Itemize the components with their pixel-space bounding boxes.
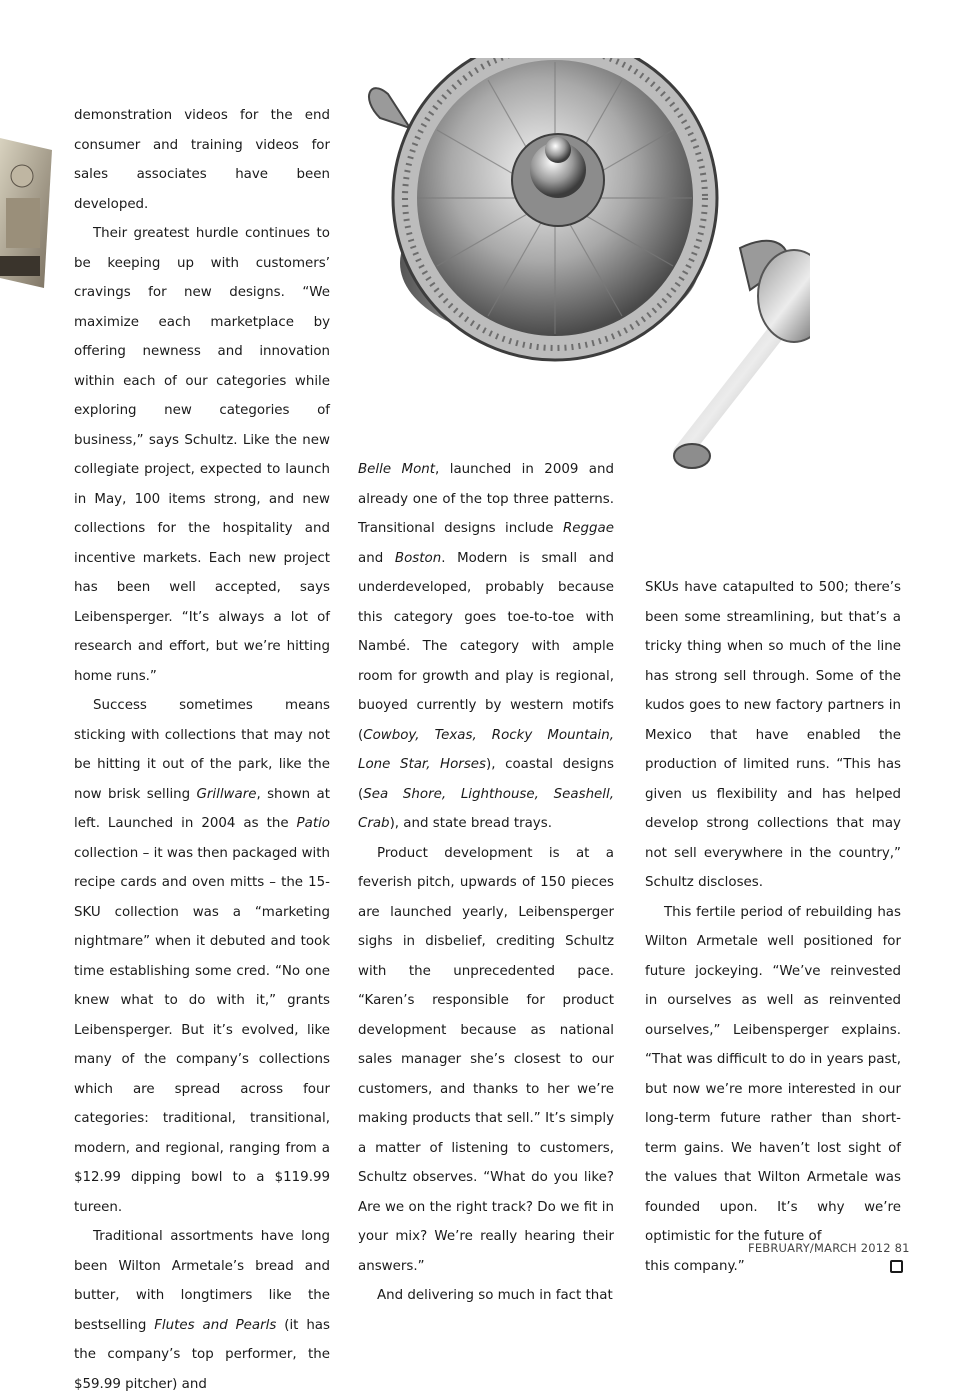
- tureen-and-ladle-photo: [340, 58, 810, 478]
- paragraph-last-line: this company.”: [645, 1252, 901, 1282]
- page-folio: FEBRUARY/MARCH 2012 81: [748, 1241, 910, 1255]
- product-name-flutes-and-pearls: Flutes and Pearls: [154, 1317, 277, 1333]
- paragraph: This fertile period of rebuilding has Wilton Armetale well positioned for future jockeying. “We’ve reinvested in ourselves as well as reinvented ourselves,” Leibensperger explains. “That was difficult to do in years past, but now we’re more interested in our long-term future rather than short-term gains. We haven’t lost sight of the values that Wilton Armetale was founded upon. It’s why we’re optimistic for the future of: [645, 904, 901, 1244]
- paragraph: demonstration videos for the end consumer and training videos for sales associates have been developed.: [74, 108, 330, 212]
- text-column-1: [74, 101, 330, 1399]
- end-of-article-box-icon: [890, 1260, 903, 1273]
- paragraph: SKUs have catapulted to 500; there’s been some streamlining, but that’s a tricky thing when so much of the line has strong sell through. Some of the kudos goes to new factory partners in Mexico that have enabled the production of limited runs. “This has given us flexibility and has helped develop strong collections that may not sell everywhere in the country,” Schultz discloses.: [645, 580, 901, 890]
- paragraph: And delivering so much in fact that: [377, 1288, 613, 1303]
- product-name-reggae: Reggae: [563, 521, 614, 536]
- product-name-grillware: Grillware: [196, 786, 257, 802]
- western-motifs-list: Cowboy, Texas, Rocky Mountain, Lone Star, Horses: [358, 727, 614, 772]
- product-name-patio: Patio: [296, 816, 330, 831]
- text-column-3: [645, 573, 901, 1281]
- grillware-thumbnail-photo: [0, 138, 52, 288]
- paragraph: Product development is at a feverish pitch, upwards of 150 pieces are launched yearly, Leibensperger sighs in disbelief, crediting Schultz with the unprecedented pace. “Karen’s responsible for product development because as national sales manager she’s closest to our customers, and thanks to her we’re making products that sell.” It’s simply a matter of listening to customers, Schultz observes. “What do you like? Are we on the right track? Do we fit in your mix? We’re really hearing their answers.”: [358, 845, 614, 1274]
- paragraph: Success sometimes means sticking with collections that may not be hitting it out of the park, like the now brisk selling Grillware, shown at left. Launched in 2004 as the Patio collection – it was then packaged with recipe cards and oven mitts – the 15-SKU collection was a “marketing nightmare” when it debuted and took time establishing some cred. “No one knew what to do with it,” grants Leibensperger. But it’s evolved, like many of the company’s collections which are spread across four categories: traditional, transitional, modern, and regional, ranging from a $12.99 dipping bowl to a $119.99 tureen.: [74, 698, 330, 1215]
- text-column-2: [358, 455, 614, 1311]
- paragraph: Traditional assortments have long been Wilton Armetale’s bread and butter, with longtimers like the bestselling Flutes and Pearls (it has the company’s top performer, the $59.99 pitcher) and: [74, 1229, 330, 1392]
- paragraph: Belle Mont, launched in 2009 and already one of the top three patterns. Transitional designs include Reggae and Boston. Modern is small and underdeveloped, probably because this category goes toe-to-toe with Nambé. The category with ample room for growth and play is regional, buoyed currently by western motifs (Cowboy, Texas, Rocky Mountain, Lone Star, Horses), coastal designs (Sea Shore, Lighthouse, Seashell, Crab), and state bread trays.: [358, 462, 615, 831]
- coastal-designs-list: Sea Shore, Lighthouse, Seashell, Crab: [358, 786, 614, 831]
- paragraph: Their greatest hurdle continues to be keeping up with customers’ cravings for new designs. “We maximize each marketplace by offering newness and innovation within each of our categories while exploring new categories of business,” says Schultz. Like the new collegiate project, expected to launch in May, 100 items strong, and new collections for the hospitality and incentive markets. Each new project has been well accepted, says Leibensperger. “It’s always a lot of research and effort, but we’re hitting home runs.”: [74, 226, 330, 684]
- product-name-boston: Boston: [394, 550, 442, 566]
- product-name-belle-mont: Belle Mont: [358, 462, 436, 477]
